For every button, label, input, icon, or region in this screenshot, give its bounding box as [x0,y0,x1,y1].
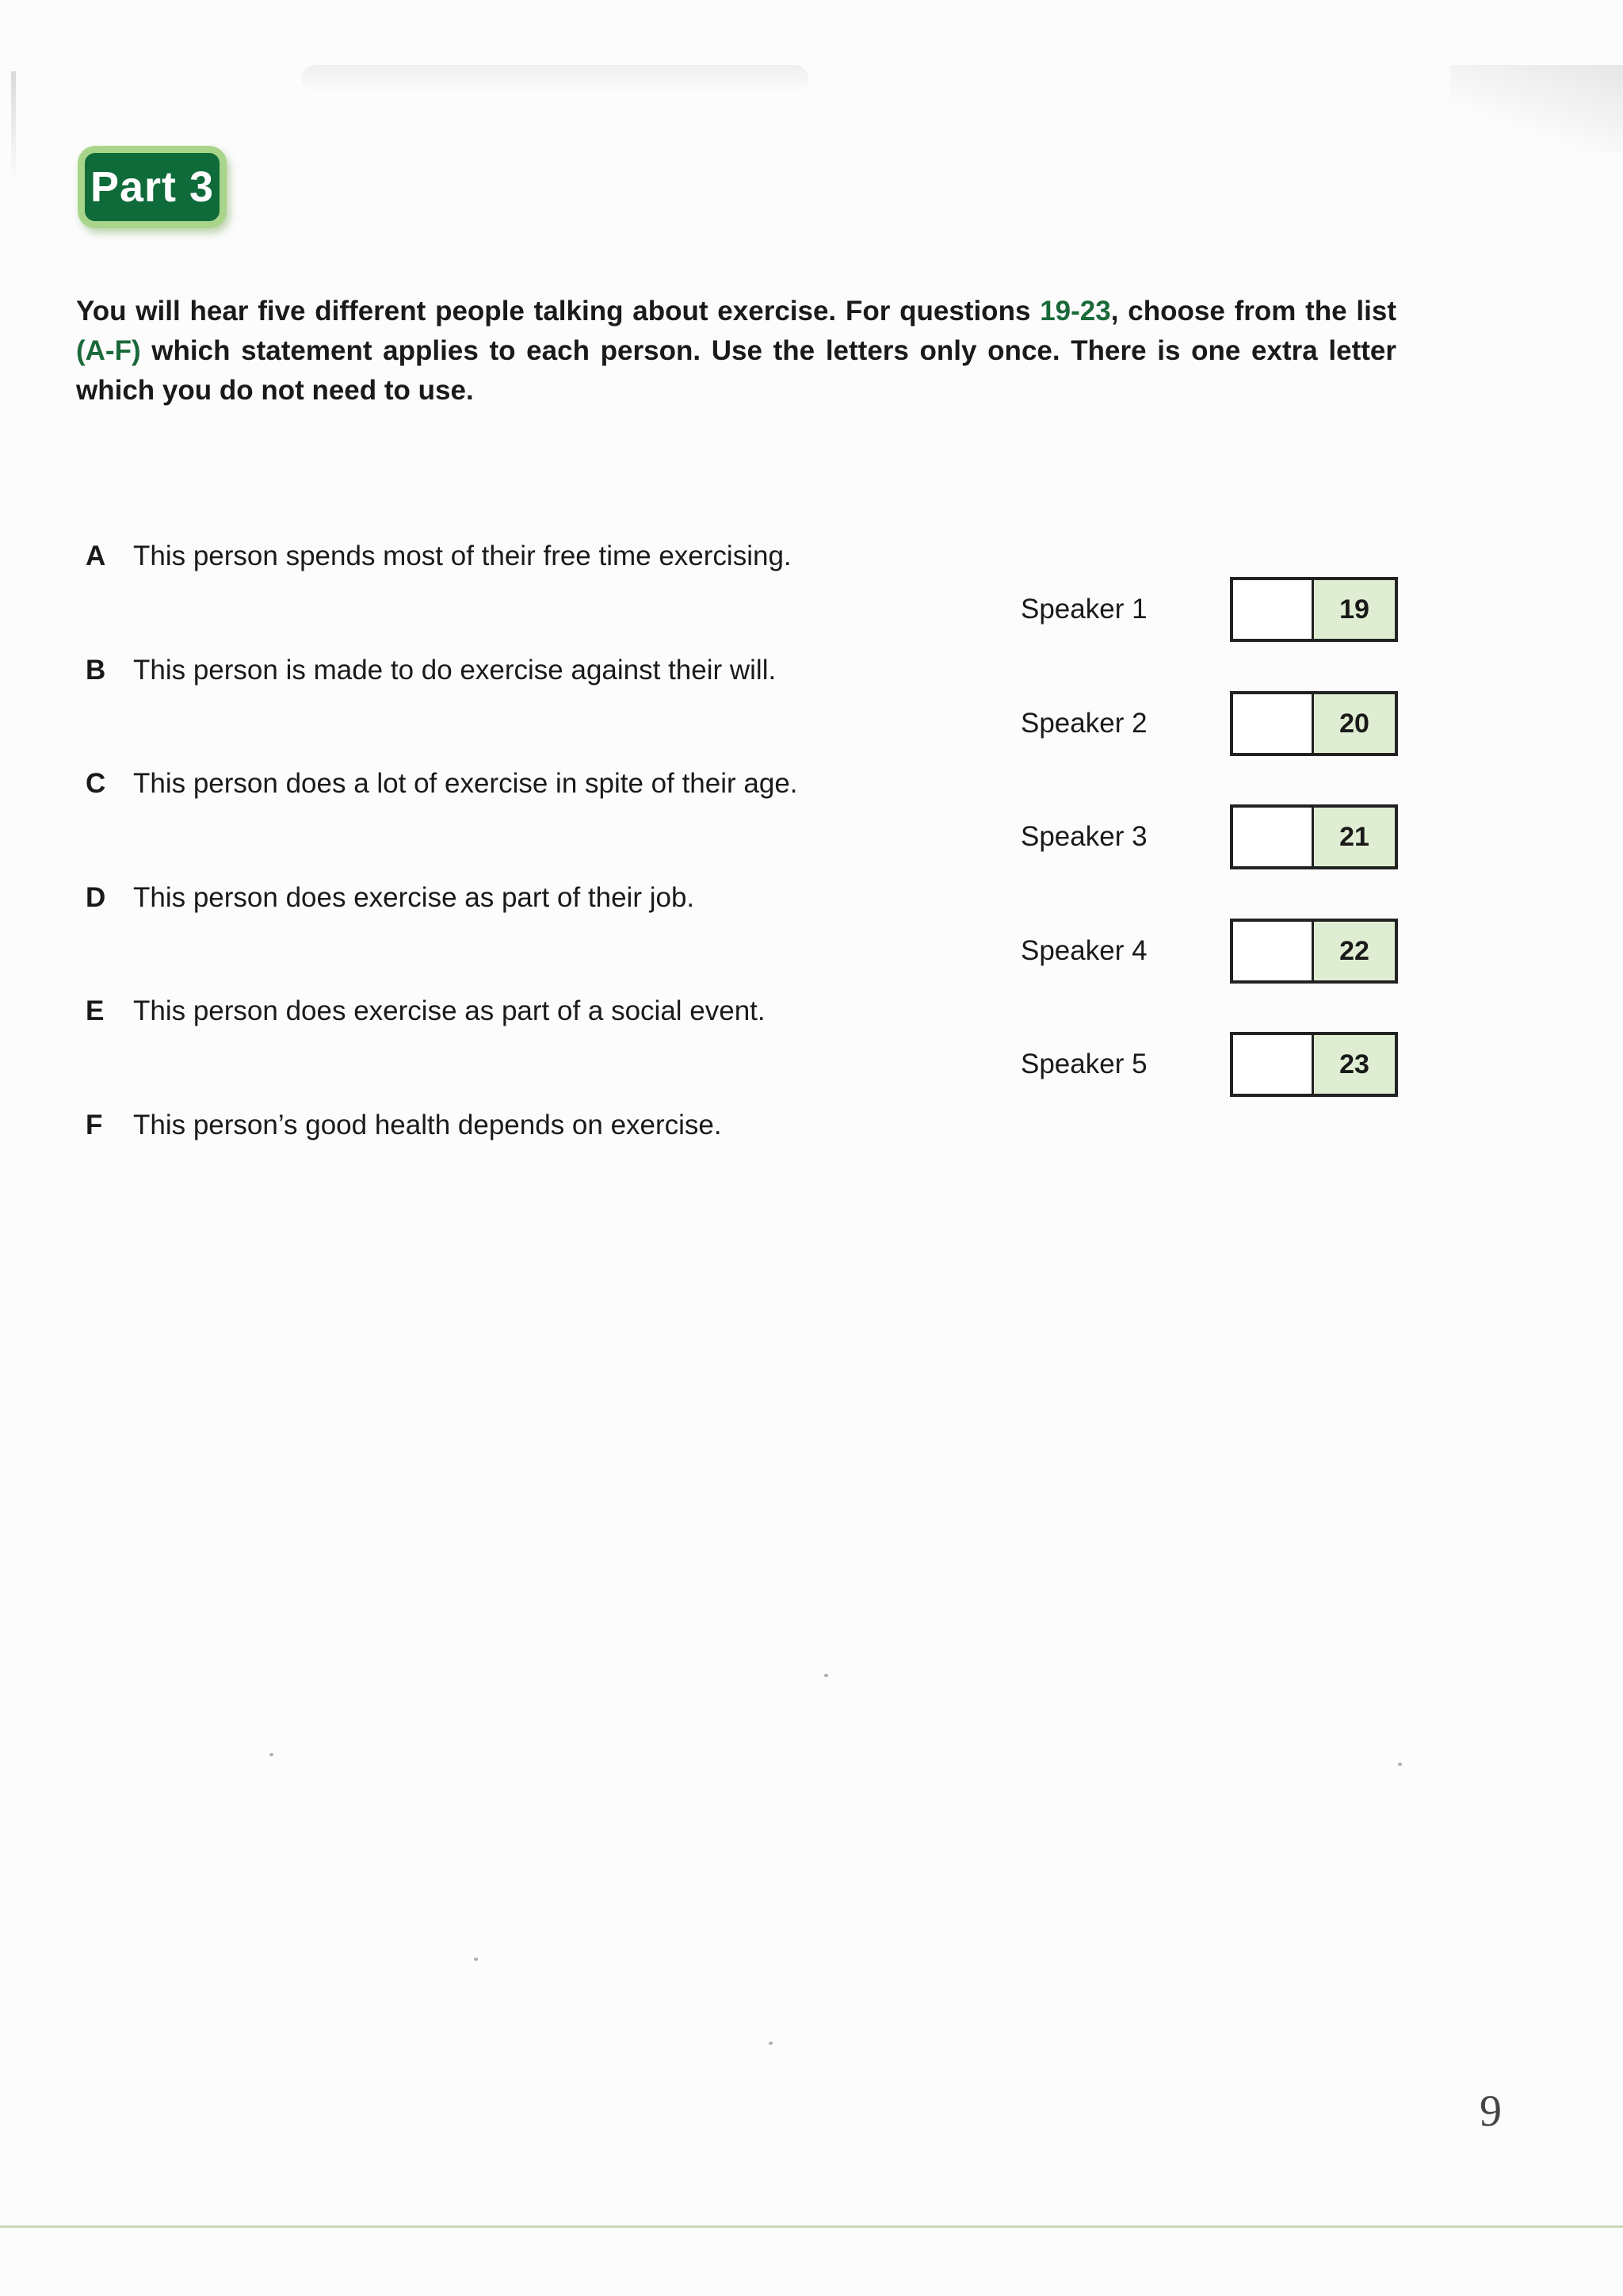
speaker-row [1021,1032,1401,1097]
speaker-label: Speaker 5 [1021,1049,1148,1079]
statement-letter: B [86,655,106,686]
speaker-label: Speaker 4 [1021,935,1148,966]
scan-speck [474,1958,478,1961]
instructions-text: , choose from the list [1110,296,1396,327]
answer-input-cell[interactable] [1233,808,1314,866]
statement-text: This person does exercise as part of their job. [133,882,695,913]
statement-text: This person does exercise as part of a social event. [133,995,766,1026]
question-number: 21 [1314,808,1395,866]
scan-speck [1398,1763,1402,1766]
letter-range: (A-F) [76,335,141,366]
answer-box [1230,577,1398,642]
question-number: 22 [1314,922,1395,980]
statement-item [86,760,798,808]
scan-mark [11,71,16,182]
answer-input-cell[interactable] [1233,922,1314,980]
statement-item [86,988,766,1035]
part-badge [78,146,227,228]
scan-speck [824,1674,828,1677]
answer-box [1230,919,1398,984]
speaker-label: Speaker 1 [1021,594,1148,625]
statement-item [86,874,694,922]
statement-text: This person’s good health depends on exercise. [133,1110,722,1140]
question-range: 19-23 [1040,296,1111,327]
speaker-row [1021,919,1401,984]
speaker-label: Speaker 3 [1021,821,1148,852]
statement-letter: E [86,995,105,1026]
answer-input-cell[interactable] [1233,694,1314,753]
statement-item [86,1102,722,1149]
answer-input-cell[interactable] [1233,580,1314,639]
instructions [76,292,1396,411]
instructions-text: which statement applies to each person. Use the letters only once. There is one extra letter which you do not need to use. [76,335,1396,406]
statement-letter: C [86,768,106,799]
statement-item [86,533,792,580]
statement-text: This person spends most of their free time exercising. [133,541,792,571]
statement-letter: A [86,541,106,571]
page-number: 9 [1480,2087,1502,2136]
question-number: 19 [1314,580,1395,639]
speaker-row [1021,577,1401,642]
statement-item [86,647,776,694]
scan-shadow [301,65,808,94]
scan-shadow [1450,65,1623,152]
speaker-row [1021,691,1401,756]
bottom-rule [0,2225,1623,2228]
part-badge-label: Part 3 [90,163,215,211]
answer-box [1230,804,1398,869]
instructions-text: You will hear five different people talking about exercise. For questions [76,296,1041,327]
speaker-label: Speaker 2 [1021,708,1148,739]
answer-box [1230,1032,1398,1097]
scan-speck [769,2042,773,2045]
answer-input-cell[interactable] [1233,1035,1314,1094]
question-number: 23 [1314,1035,1395,1094]
speaker-row [1021,804,1401,869]
scan-speck [269,1753,273,1756]
answer-box [1230,691,1398,756]
question-number: 20 [1314,694,1395,753]
statement-text: This person is made to do exercise against their will. [133,655,777,686]
statement-letter: D [86,882,106,913]
statement-text: This person does a lot of exercise in spite of their age. [133,768,798,799]
statement-letter: F [86,1110,103,1140]
